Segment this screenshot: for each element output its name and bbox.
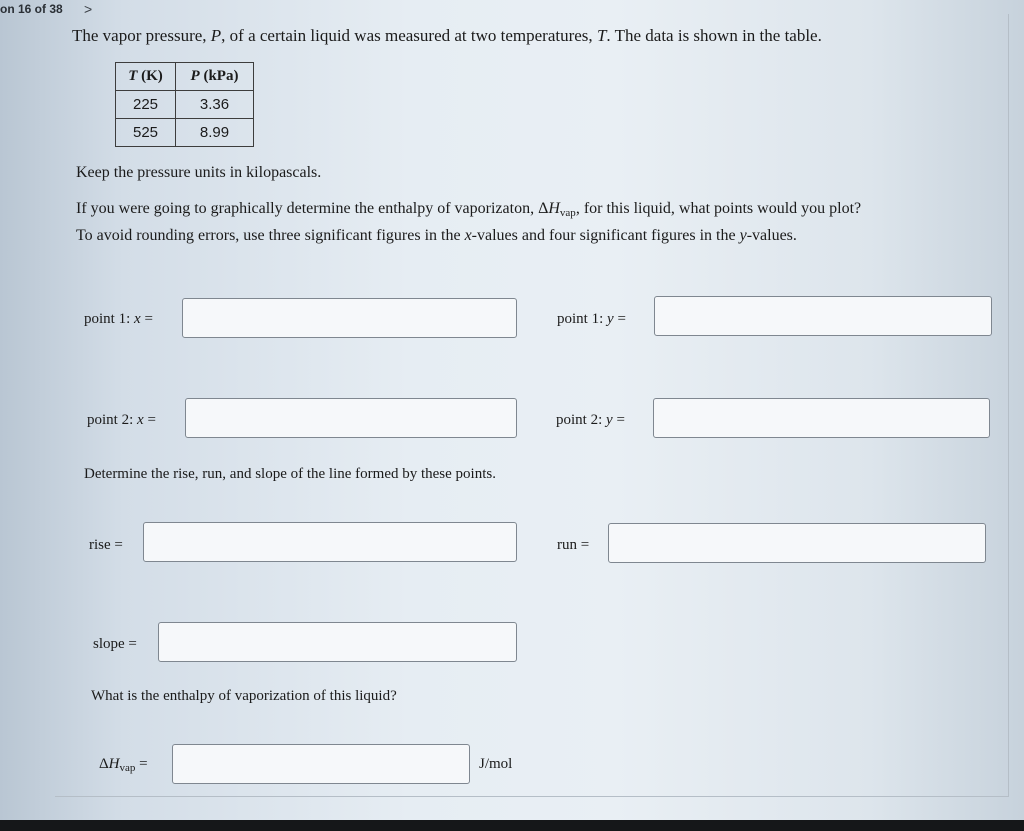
point2-y-input[interactable] <box>653 398 990 438</box>
rise-input[interactable] <box>143 522 517 562</box>
table-row <box>116 91 254 119</box>
point2-x-label: point 2: x = <box>87 412 156 428</box>
table-row <box>116 119 254 147</box>
header-temperature: T (K) <box>116 63 176 91</box>
table-header-row <box>116 63 254 91</box>
point1-x-label: point 1: x = <box>84 311 153 327</box>
slope-label: slope = <box>93 636 137 652</box>
next-question-chevron-icon[interactable]: > <box>84 1 93 17</box>
slope-input[interactable] <box>158 622 517 662</box>
delta-h-vap-label: $\Delta H_{vap}$ = <box>99 756 148 774</box>
question-position: on 16 of 38 <box>0 2 63 16</box>
table-cell: 3.36 <box>176 91 254 119</box>
run-label: run = <box>557 537 590 553</box>
header-pressure: P (kPa) <box>176 63 254 91</box>
run-input[interactable] <box>608 523 986 563</box>
intro-text: The vapor pressure, P, of a certain liquid was measured at two temperatures, T. The data is shown in the table. <box>72 26 822 45</box>
point1-y-label: point 1: y = <box>557 311 626 327</box>
delta-h-vap-unit: J/mol <box>479 756 513 772</box>
table-cell: 225 <box>116 91 176 119</box>
rise-label: rise = <box>89 537 123 553</box>
point2-y-label: point 2: y = <box>556 412 625 428</box>
delta-h-vap-input[interactable] <box>172 744 470 784</box>
table-cell: 8.99 <box>176 119 254 147</box>
point1-y-input[interactable] <box>654 296 992 336</box>
table-cell: 525 <box>116 119 176 147</box>
question-line-2: To avoid rounding errors, use three significant figures in the x-values and four significant figures in the y-values. <box>76 227 797 244</box>
question-line-1: If you were going to graphically determine the enthalpy of vaporizaton, $\Delta H_{vap}$, for this liquid, what points would you plot? <box>76 200 862 219</box>
point2-x-input[interactable] <box>185 398 517 438</box>
data-table <box>115 62 254 147</box>
question-nav <box>0 1 93 17</box>
point1-x-input[interactable] <box>182 298 517 338</box>
units-note: Keep the pressure units in kilopascals. <box>76 164 322 181</box>
bottom-bar <box>0 820 1024 831</box>
line-prompt: Determine the rise, run, and slope of the line formed by these points. <box>84 466 496 482</box>
enthalpy-prompt: What is the enthalpy of vaporization of this liquid? <box>91 688 397 704</box>
